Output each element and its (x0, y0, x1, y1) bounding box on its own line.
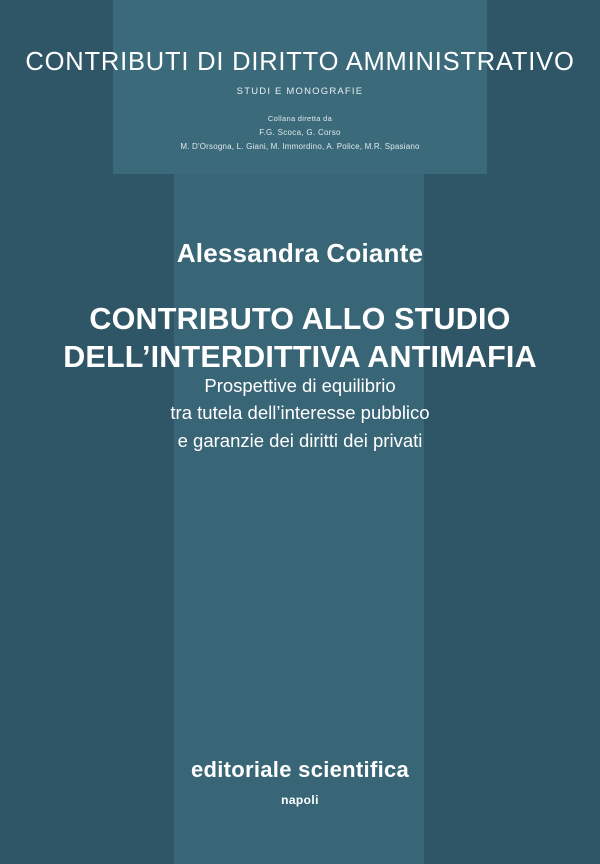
series-header-block (25, 0, 575, 174)
book-title-line-1: CONTRIBUTO ALLO STUDIO (89, 302, 511, 336)
book-subtitle (0, 372, 600, 454)
book-title-line-2: DELL’INTERDITTIVA ANTIMAFIA (63, 340, 537, 375)
book-title (0, 300, 600, 376)
book-subtitle-line-2: tra tutela dell’interesse pubblico (170, 402, 430, 424)
series-subtitle: STUDI E MONOGRAFIE (236, 86, 364, 97)
author-name: Alessandra Coiante (176, 238, 424, 268)
series-directors-line-2: M. D'Orsogna, L. Giani, M. Immordino, A. Police, M.R. Spasiano (180, 142, 420, 151)
book-subtitle-line-3: e garanzie dei diritti dei privati (177, 429, 423, 451)
book-subtitle-line-1: Prospettive di equilibrio (204, 375, 396, 396)
publisher-name: editoriale scientifica (190, 757, 410, 782)
series-directed-by-label: Collana diretta da (267, 114, 333, 123)
series-title: CONTRIBUTI DI DIRITTO AMMINISTRATIVO (25, 48, 575, 76)
series-directors-line-1: F.G. Scoca, G. Corso (259, 128, 341, 137)
publisher-city: napoli (281, 793, 319, 807)
